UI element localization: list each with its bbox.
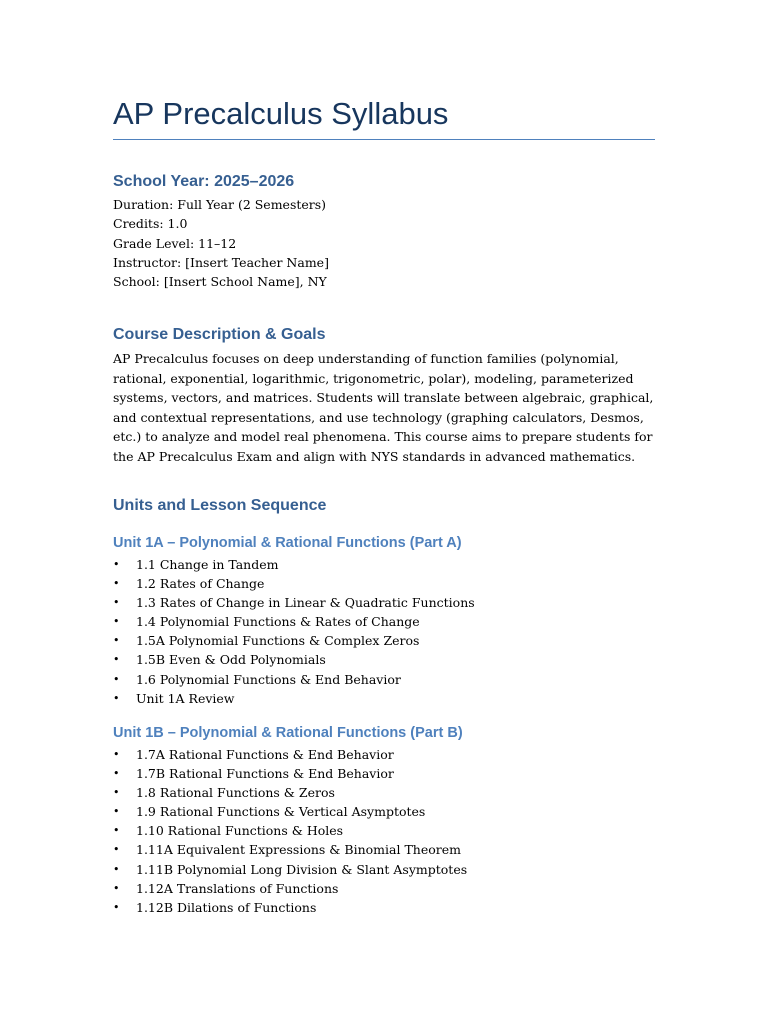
lesson-label: 1.12B Dilations of Functions xyxy=(136,899,317,915)
bullet-icon: • xyxy=(113,558,120,571)
list-item xyxy=(113,745,658,764)
list-item xyxy=(113,574,658,593)
unit-1a-lesson-list xyxy=(113,555,658,708)
unit-1b-lesson-list xyxy=(113,745,658,917)
lesson-label: 1.10 Rational Functions & Holes xyxy=(136,823,344,839)
list-item xyxy=(113,689,658,708)
bullet-icon: • xyxy=(113,634,120,648)
bullet-icon: • xyxy=(113,900,120,914)
school-line: School: [Insert School Name], NY xyxy=(113,274,327,290)
school-year-heading: School Year: 2025–2026 xyxy=(113,173,295,190)
lesson-label: 1.3 Rates of Change in Linear & Quadratic Functions xyxy=(136,595,475,611)
lesson-label: 1.7B Rational Functions & End Behavior xyxy=(136,766,394,782)
course-description-section xyxy=(113,324,658,466)
lesson-label: 1.1 Change in Tandem xyxy=(136,557,279,572)
bullet-icon: • xyxy=(113,767,120,781)
lesson-label: 1.2 Rates of Change xyxy=(136,576,265,592)
list-item xyxy=(113,860,658,879)
duration-line: Duration: Full Year (2 Semesters) xyxy=(113,197,327,212)
lesson-label: 1.12A Translations of Functions xyxy=(136,880,339,896)
lesson-label: 1.9 Rational Functions & Vertical Asymptotes xyxy=(136,804,426,820)
bullet-icon: • xyxy=(113,691,120,705)
title-underline xyxy=(113,139,655,140)
lesson-label: 1.6 Polynomial Functions & End Behavior xyxy=(136,671,401,687)
units-section xyxy=(113,495,658,517)
list-item xyxy=(113,879,658,898)
bullet-icon: • xyxy=(113,748,120,761)
course-description-text: AP Precalculus focuses on deep understanding of function families (polynomial, rational, exponential, logarithmic, trigonometric, polar), modeling, parameterized systems, vectors, and matrices. Students will translate between algebraic, graphical, and contextual representations, and use technology (graphing calculators, Desmos, etc.) to analyze and model real phenomena. This course aims to prepare students for the AP Precalculus Exam and align with NYS standards in advanced mathematics. xyxy=(113,351,654,464)
course-description-heading: Course Description & Goals xyxy=(113,326,326,343)
list-item xyxy=(113,764,658,783)
lesson-label: 1.4 Polynomial Functions & Rates of Change xyxy=(136,614,420,630)
bullet-icon: • xyxy=(113,615,120,629)
list-item xyxy=(113,783,658,802)
lesson-label: 1.11B Polynomial Long Division & Slant Asymptotes xyxy=(136,861,468,877)
school-year-section xyxy=(113,171,658,291)
list-item xyxy=(113,898,658,917)
unit-1b-section xyxy=(113,723,658,917)
lesson-label: Unit 1A Review xyxy=(136,690,235,706)
units-heading: Units and Lesson Sequence xyxy=(113,497,327,514)
list-item xyxy=(113,840,658,859)
list-item xyxy=(113,555,658,574)
unit-1a-section xyxy=(113,533,658,708)
lesson-label: 1.11A Equivalent Expressions & Binomial Theorem xyxy=(136,842,461,858)
document-title: AP Precalculus Syllabus xyxy=(113,96,449,131)
unit-1a-heading: Unit 1A – Polynomial & Rational Functions (Part A) xyxy=(113,535,462,551)
lesson-label: 1.8 Rational Functions & Zeros xyxy=(136,785,335,801)
bullet-icon: • xyxy=(113,653,120,667)
bullet-icon: • xyxy=(113,862,120,876)
unit-1b-heading: Unit 1B – Polynomial & Rational Functions (Part B) xyxy=(113,725,463,741)
list-item xyxy=(113,612,658,631)
list-item xyxy=(113,593,658,612)
grade-level-line: Grade Level: 11–12 xyxy=(113,235,237,251)
bullet-icon: • xyxy=(113,786,120,800)
bullet-icon: • xyxy=(113,672,120,686)
credits-line: Credits: 1.0 xyxy=(113,216,188,232)
bullet-icon: • xyxy=(113,596,120,610)
list-item xyxy=(113,670,658,689)
lesson-label: 1.5A Polynomial Functions & Complex Zeros xyxy=(136,633,420,649)
bullet-icon: • xyxy=(113,843,120,857)
lesson-label: 1.7A Rational Functions & End Behavior xyxy=(136,747,394,762)
instructor-line: Instructor: [Insert Teacher Name] xyxy=(113,254,329,270)
lesson-label: 1.5B Even & Odd Polynomials xyxy=(136,652,326,668)
list-item xyxy=(113,650,658,669)
bullet-icon: • xyxy=(113,824,120,838)
list-item xyxy=(113,631,658,650)
list-item xyxy=(113,802,658,821)
bullet-icon: • xyxy=(113,881,120,895)
bullet-icon: • xyxy=(113,805,120,819)
list-item xyxy=(113,821,658,840)
course-info-block xyxy=(113,195,658,291)
bullet-icon: • xyxy=(113,577,120,591)
